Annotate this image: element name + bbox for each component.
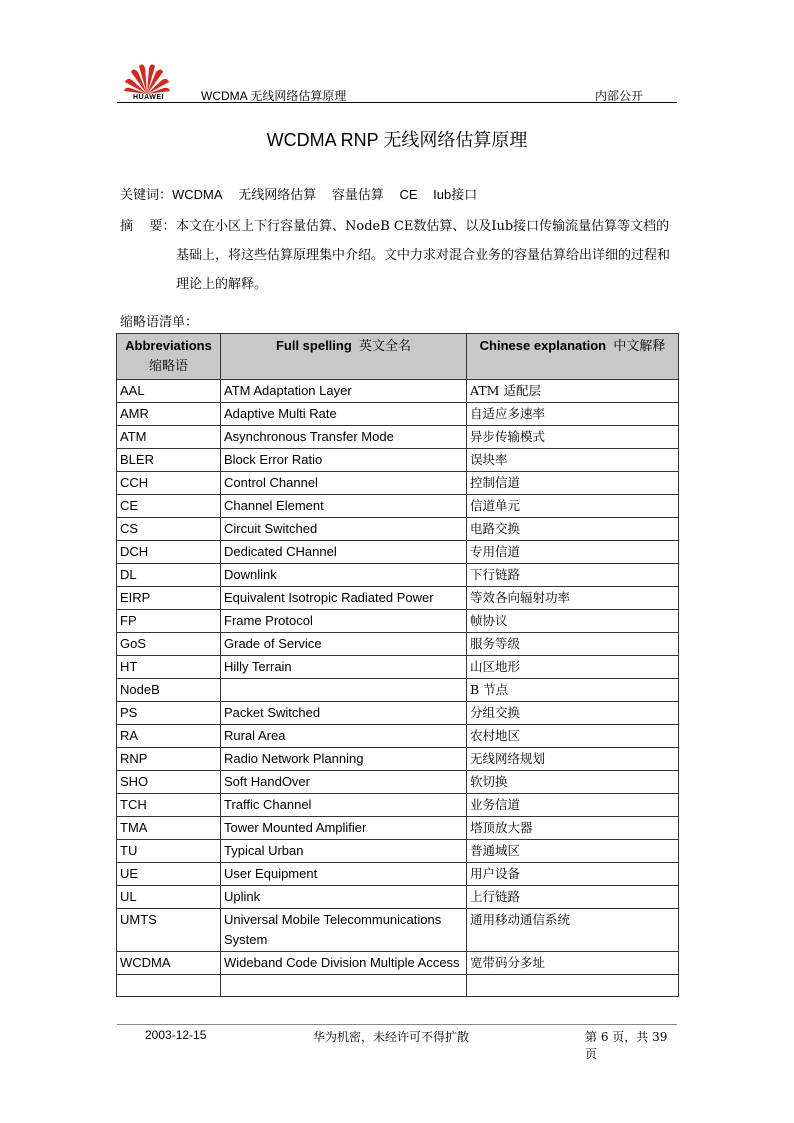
- abbreviation-cell: UMTS: [117, 909, 221, 952]
- abbreviation-cell: WCDMA: [117, 952, 221, 975]
- table-row: [117, 403, 679, 426]
- chinese-explanation-cell: 自适应多速率: [467, 403, 679, 426]
- table-row: [117, 886, 679, 909]
- abbreviation-cell: NodeB: [117, 679, 221, 702]
- column-header-full-spelling: [221, 334, 467, 380]
- page-footer: [117, 1024, 677, 1061]
- table-row: [117, 633, 679, 656]
- abbreviation-cell: CCH: [117, 472, 221, 495]
- abstract: [120, 212, 680, 299]
- abbreviation-cell: UL: [117, 886, 221, 909]
- table-row: [117, 771, 679, 794]
- table-row: [117, 863, 679, 886]
- chinese-explanation-cell: [467, 975, 679, 997]
- full-spelling-cell: Packet Switched: [221, 702, 467, 725]
- full-spelling-cell: Tower Mounted Amplifier: [221, 817, 467, 840]
- table-row: [117, 748, 679, 771]
- table-row: [117, 610, 679, 633]
- abbreviation-cell: GoS: [117, 633, 221, 656]
- page-header: [117, 60, 677, 103]
- chinese-explanation-cell: 帧协议: [467, 610, 679, 633]
- table-row: [117, 725, 679, 748]
- abbreviation-cell: TMA: [117, 817, 221, 840]
- abbreviation-cell: ATM: [117, 426, 221, 449]
- full-spelling-cell: ATM Adaptation Layer: [221, 380, 467, 403]
- chinese-explanation-cell: 分组交换: [467, 702, 679, 725]
- table-row: [117, 495, 679, 518]
- chinese-explanation-cell: 用户设备: [467, 863, 679, 886]
- table-row: [117, 679, 679, 702]
- document-title: WCDMA RNP 无线网络估算原理: [266, 130, 528, 150]
- full-spelling-cell: Asynchronous Transfer Mode: [221, 426, 467, 449]
- footer-date: 2003-12-15: [145, 1028, 207, 1042]
- table-row: [117, 840, 679, 863]
- chinese-explanation-cell: 宽带码分多址: [467, 952, 679, 975]
- abbreviation-cell: RA: [117, 725, 221, 748]
- chinese-explanation-cell: 异步传输模式: [467, 426, 679, 449]
- column-header-en: Abbreviations: [125, 338, 212, 353]
- column-header-cn: 英文全名: [359, 339, 412, 354]
- full-spelling-cell: Downlink: [221, 564, 467, 587]
- full-spelling-cell: Hilly Terrain: [221, 656, 467, 679]
- abstract-label: 摘 要：: [120, 219, 176, 234]
- keyword: 容量估算: [331, 187, 384, 202]
- full-spelling-cell: User Equipment: [221, 863, 467, 886]
- chinese-explanation-cell: 信道单元: [467, 495, 679, 518]
- abbreviation-cell: TU: [117, 840, 221, 863]
- abbreviation-cell: DL: [117, 564, 221, 587]
- column-header-en: Chinese explanation: [479, 338, 607, 353]
- column-header-en: Full spelling: [275, 338, 352, 353]
- abbreviation-cell: PS: [117, 702, 221, 725]
- abbreviation-cell: EIRP: [117, 587, 221, 610]
- table-row: [117, 656, 679, 679]
- chinese-explanation-cell: 普通城区: [467, 840, 679, 863]
- column-header-cn: 缩略语: [148, 359, 188, 374]
- abbreviation-cell: AMR: [117, 403, 221, 426]
- abbreviation-cell: [117, 975, 221, 997]
- table-row: [117, 817, 679, 840]
- chinese-explanation-cell: 上行链路: [467, 886, 679, 909]
- full-spelling-cell: Equivalent Isotropic Radiated Power: [221, 587, 467, 610]
- chinese-explanation-cell: 塔顶放大器: [467, 817, 679, 840]
- full-spelling-cell: Uplink: [221, 886, 467, 909]
- full-spelling-cell: Dedicated CHannel: [221, 541, 467, 564]
- full-spelling-cell: Control Channel: [221, 472, 467, 495]
- table-row: [117, 952, 679, 975]
- table-row: [117, 975, 679, 997]
- table-row: [117, 564, 679, 587]
- chinese-explanation-cell: ATM 适配层: [467, 380, 679, 403]
- footer-page-number: 第 6 页，共 39 页: [585, 1030, 668, 1061]
- table-row: [117, 449, 679, 472]
- chinese-explanation-cell: 软切换: [467, 771, 679, 794]
- keyword: WCDMA: [172, 187, 223, 202]
- keywords-line: [120, 184, 489, 203]
- keyword: Iub接口: [433, 187, 478, 202]
- full-spelling-cell: Wideband Code Division Multiple Access: [221, 952, 467, 975]
- table-row: [117, 794, 679, 817]
- full-spelling-cell: Typical Urban: [221, 840, 467, 863]
- keyword: CE: [399, 187, 418, 202]
- column-header-cn: 中文解释: [613, 339, 666, 354]
- chinese-explanation-cell: 无线网络规划: [467, 748, 679, 771]
- abstract-body: 本文在小区上下行容量估算、NodeB CE数估算、以及Iub接口传输流量估算等文档的基础上，将这些估算原理集中介绍。文中力求对混合业务的容量估算给出详细的过程和理论上的解释。: [176, 219, 671, 292]
- abbreviation-cell: CE: [117, 495, 221, 518]
- keywords-label: 关键词：: [120, 188, 173, 203]
- column-header-chinese-explanation: [467, 334, 679, 380]
- full-spelling-cell: Adaptive Multi Rate: [221, 403, 467, 426]
- full-spelling-cell: Traffic Channel: [221, 794, 467, 817]
- abbreviation-cell: CS: [117, 518, 221, 541]
- header-title: WCDMA 无线网络估算原理: [201, 89, 347, 103]
- table-header-row: [117, 334, 679, 380]
- chinese-explanation-cell: 农村地区: [467, 725, 679, 748]
- chinese-explanation-cell: 通用移动通信系统: [467, 909, 679, 952]
- full-spelling-cell: Grade of Service: [221, 633, 467, 656]
- chinese-explanation-cell: 专用信道: [467, 541, 679, 564]
- table-row: [117, 472, 679, 495]
- header-classification: 内部公开: [595, 89, 644, 103]
- footer-confidential-notice: 华为机密，未经许可不得扩散: [313, 1030, 470, 1044]
- chinese-explanation-cell: 控制信道: [467, 472, 679, 495]
- abbreviation-cell: TCH: [117, 794, 221, 817]
- abbreviation-list-label: 缩略语清单：: [120, 315, 199, 330]
- table-row: [117, 587, 679, 610]
- full-spelling-cell: Universal Mobile Telecommunications System: [221, 909, 467, 952]
- table-row: [117, 426, 679, 449]
- logo-wordmark: HUAWEI: [133, 94, 164, 101]
- full-spelling-cell: Circuit Switched: [221, 518, 467, 541]
- table-row: [117, 518, 679, 541]
- full-spelling-cell: Channel Element: [221, 495, 467, 518]
- chinese-explanation-cell: 业务信道: [467, 794, 679, 817]
- table-row: [117, 909, 679, 952]
- full-spelling-cell: [221, 679, 467, 702]
- full-spelling-cell: Soft HandOver: [221, 771, 467, 794]
- full-spelling-cell: Block Error Ratio: [221, 449, 467, 472]
- column-header-abbreviations: [117, 334, 221, 380]
- abbreviation-table: [116, 333, 679, 997]
- chinese-explanation-cell: 电路交换: [467, 518, 679, 541]
- full-spelling-cell: Frame Protocol: [221, 610, 467, 633]
- abbreviation-cell: BLER: [117, 449, 221, 472]
- full-spelling-cell: Rural Area: [221, 725, 467, 748]
- table-row: [117, 541, 679, 564]
- abbreviation-cell: UE: [117, 863, 221, 886]
- abbreviation-cell: SHO: [117, 771, 221, 794]
- chinese-explanation-cell: 等效各向辐射功率: [467, 587, 679, 610]
- abbreviation-cell: FP: [117, 610, 221, 633]
- chinese-explanation-cell: B 节点: [467, 679, 679, 702]
- chinese-explanation-cell: 误块率: [467, 449, 679, 472]
- full-spelling-cell: [221, 975, 467, 997]
- keyword: 无线网络估算: [238, 187, 317, 202]
- abbreviation-cell: HT: [117, 656, 221, 679]
- abbreviation-cell: AAL: [117, 380, 221, 403]
- table-row: [117, 380, 679, 403]
- chinese-explanation-cell: 下行链路: [467, 564, 679, 587]
- huawei-logo: [121, 62, 173, 102]
- abbreviation-cell: DCH: [117, 541, 221, 564]
- full-spelling-cell: Radio Network Planning: [221, 748, 467, 771]
- abbreviation-cell: RNP: [117, 748, 221, 771]
- chinese-explanation-cell: 山区地形: [467, 656, 679, 679]
- chinese-explanation-cell: 服务等级: [467, 633, 679, 656]
- table-row: [117, 702, 679, 725]
